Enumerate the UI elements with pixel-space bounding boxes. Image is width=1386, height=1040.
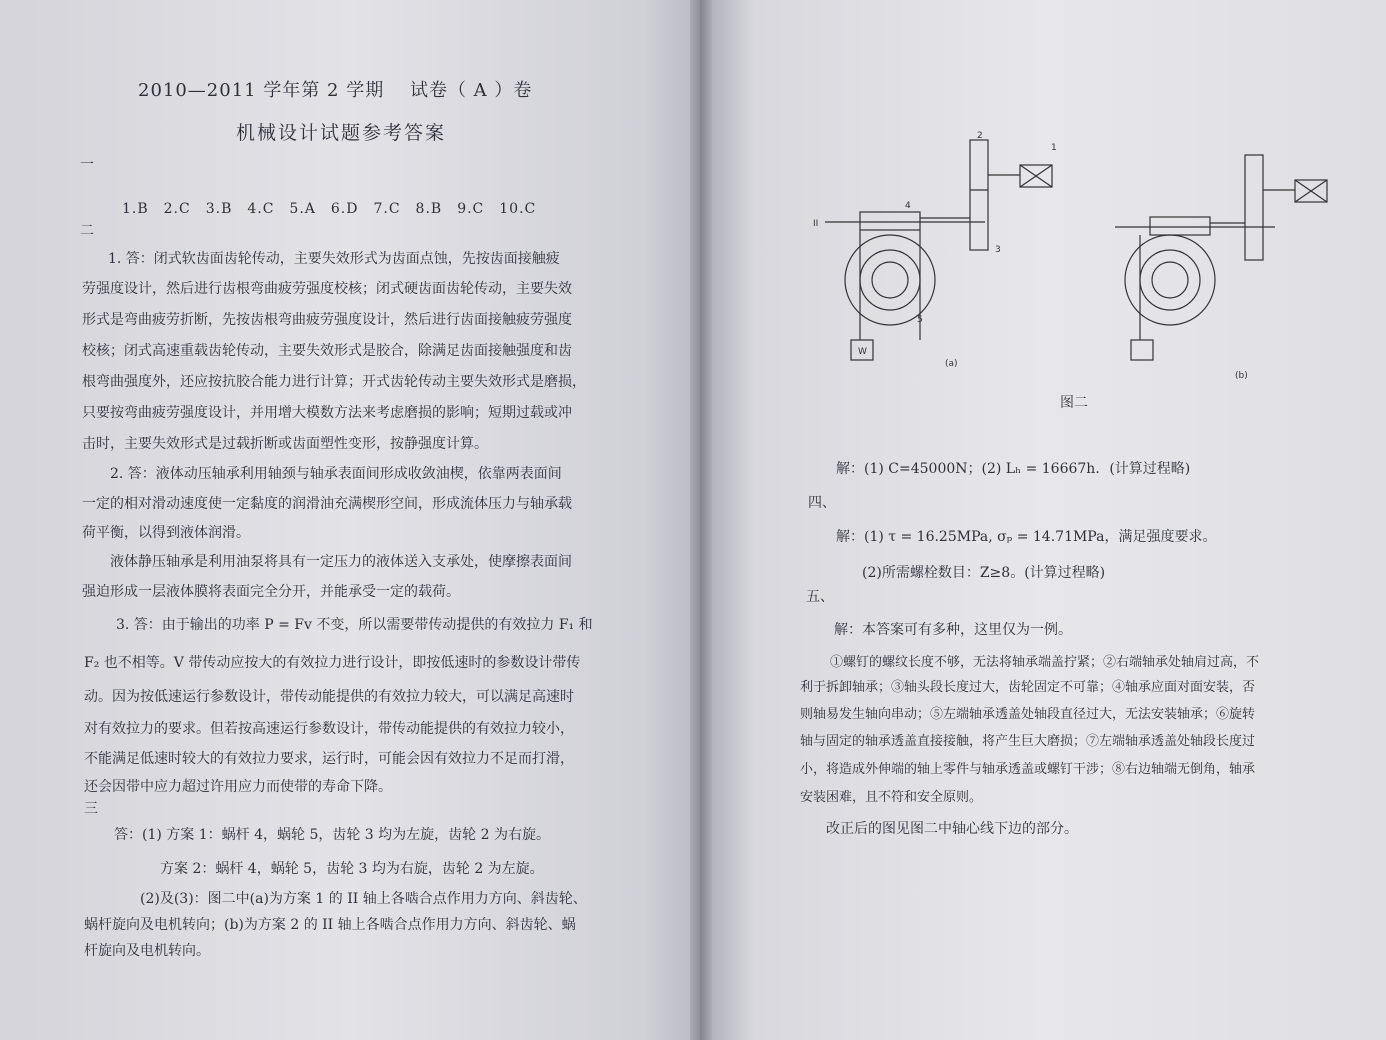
q3-answer-line: (2)及(3)：图二中(a)为方案 1 的 II 轴上各啮合点作用力方向、斜齿轮、 (140, 891, 587, 907)
q3-answer-line: 方案 2：蜗杆 4，蜗轮 5，齿轮 3 均为右旋，齿轮 2 为左旋。 (160, 861, 544, 877)
section-three-heading: 三 (84, 801, 98, 817)
figure-caption: 图二 (1060, 395, 1088, 411)
worm-wheel-5 (845, 235, 935, 325)
q1-line: 只要按弯曲疲劳强度设计，并用增大模数方法来考虑磨损的影响；短期过载或冲 (82, 405, 572, 421)
q1-line: 根弯曲强度外，还应按抗胶合能力进行计算；开式齿轮传动主要失效形式是磨损， (82, 374, 586, 390)
q1-line: 1. 答：闭式软齿面齿轮传动，主要失效形式为齿面点蚀，先按齿面接触疲 (108, 251, 560, 267)
section-five-heading: 五、 (806, 589, 834, 605)
label-5: 5 (917, 315, 923, 325)
q5-line: ①螺钉的螺纹长度不够，无法将轴承端盖拧紧；②右端轴承处轴肩过高，不 (830, 655, 1260, 670)
section-one-heading: 一 (80, 157, 94, 173)
q5-line: 利于拆卸轴承；③轴头段长度过大，齿轮固定不可靠；④轴承应面对面安装，否 (800, 680, 1256, 695)
gear-diagram (805, 130, 1345, 380)
q3-line: 还会因带中应力超过许用应力而使带的寿命下降。 (84, 779, 392, 795)
q2-line: 强迫形成一层液体膜将表面完全分开，并能承受一定的载荷。 (82, 584, 460, 600)
section-two-heading: 二 (80, 223, 94, 239)
q2-line: 荷平衡，以得到液体润滑。 (82, 525, 250, 541)
q3-answer-line: 蜗杆旋向及电机转向；(b)为方案 2 的 II 轴上各啮合点作用力方向、斜齿轮、蜗 (84, 917, 576, 933)
q3-line: F₂ 也不相等。V 带传动应按大的有效拉力进行设计，即按低速时的参数设计带传 (84, 655, 581, 671)
q5-line: 小，将造成外伸端的轴上零件与轴承透盖或螺钉干涉；⑧右边轴端无倒角，轴承 (800, 762, 1256, 777)
label-3: 3 (995, 245, 1001, 255)
solution-line: 解：(1) C=45000N；(2) Lₕ = 16667h．(计算过程略) (836, 461, 1191, 477)
label-4: 4 (905, 201, 911, 211)
q1-line: 校核；闭式高速重载齿轮传动，主要失效形式是胶合，除满足齿面接触强度和齿 (82, 343, 572, 359)
exam-header: 2010—2011 学年第 2 学期 试卷（ A ）卷 (138, 80, 533, 101)
q1-line: 击时，主要失效形式是过载折断或齿面塑性变形，按静强度计算。 (82, 436, 488, 452)
q3-line: 动。因为按低速运行参数设计，带传动能提供的有效拉力较大，可以满足高速时 (84, 689, 574, 705)
q2-line: 液体静压轴承是利用油泵将具有一定压力的液体送入支承处，使摩擦表面间 (110, 554, 572, 570)
q3-line: 不能满足低速时较大的有效拉力要求，运行时，可能会因有效拉力不足而打滑， (84, 751, 574, 767)
q5-line: 安装困难，且不符和安全原则。 (800, 790, 983, 805)
section-four-heading: 四、 (808, 495, 836, 511)
label-w: W (858, 347, 867, 357)
q1-line: 劳强度设计，然后进行齿根弯曲疲劳强度校核；闭式硬齿面齿轮传动，主要失效 (82, 281, 572, 297)
label-shaft-ii: II (813, 219, 819, 229)
q1-line: 形式是弯曲疲劳折断，先按齿根弯曲疲劳强度设计，然后进行齿面接触疲劳强度 (82, 312, 572, 328)
label-a: (a) (945, 359, 958, 369)
diagram-a (825, 140, 1052, 360)
label-b: (b) (1235, 371, 1248, 380)
label-1: 1 (1051, 143, 1057, 153)
q3-answer-line: 答：(1) 方案 1：蜗杆 4，蜗轮 5，齿轮 3 均为左旋，齿轮 2 为右旋。 (114, 827, 550, 843)
choice-answers: 1.B 2.C 3.B 4.C 5.A 6.D 7.C 8.B 9.C 10.C (122, 201, 537, 217)
solution-line: 解：(1) τ = 16.25MPa, σₚ = 14.71MPa，满足强度要求。 (836, 529, 1217, 545)
q3-line: 3. 答：由于输出的功率 P = Fv 不变，所以需要带传动提供的有效拉力 F₁ 和 (116, 617, 593, 633)
worm-4 (860, 212, 920, 230)
q5-line: 轴与固定的轴承透盖直接接触，将产生巨大磨损；⑦左端轴承透盖处轴段长度过 (800, 734, 1256, 749)
closing-line: 改正后的图见图二中轴心线下边的部分。 (826, 821, 1078, 837)
solution-line: (2)所需螺栓数目：Z≥8。(计算过程略) (862, 565, 1106, 581)
gear-diagram-figure (805, 130, 1345, 380)
label-2: 2 (977, 131, 983, 141)
q2-line: 一定的相对滑动速度使一定黏度的润滑油充满楔形空间，形成流体压力与轴承载 (82, 496, 572, 512)
q3-line: 对有效拉力的要求。但若按高速运行参数设计，带传动能提供的有效拉力较小， (84, 721, 574, 737)
page-fold (690, 0, 712, 1040)
diagram-b (1115, 155, 1327, 360)
q5-line: 则轴易发生轴向串动；⑤左端轴承透盖处轴段直径过大，无法安装轴承；⑥旋转 (800, 707, 1256, 722)
q2-line: 2. 答：液体动压轴承利用轴颈与轴承表面间形成收敛油楔，依靠两表面间 (110, 466, 562, 482)
solution-line: 解：本答案可有多种，这里仅为一例。 (834, 622, 1072, 638)
q3-answer-line: 杆旋向及电机转向。 (84, 943, 210, 959)
gear-2-3 (970, 140, 988, 250)
page-title: 机械设计试题参考答案 (236, 122, 447, 144)
